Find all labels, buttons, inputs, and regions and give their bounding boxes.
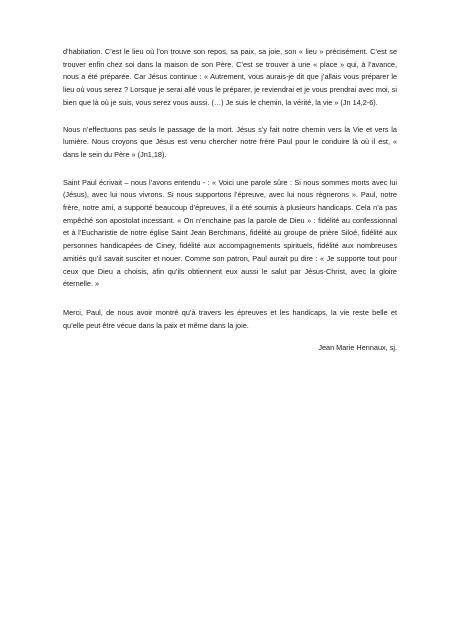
paragraph-4: Merci, Paul, de nous avoir montré qu’à travers les épreuves et les handicaps, la vie reste belle et qu’elle peut être vécue dans la paix et même dans la joie. <box>63 307 397 330</box>
paragraph-2: Nous n’effectuons pas seuls le passage de la mort. Jésus s’y fait notre chemin vers la Vie et vers la lumière. Nous croyons que Jésus est venu chercher notre frère Paul pour le conduire là où il est, « dans le sein du Père » (Jn1,18). <box>63 124 397 159</box>
paragraph-3: Saint Paul écrivait – nous l’avons entendu - : « Voici une parole sûre : Si nous sommes morts avec lui (Jésus), avec lui nous vivrons. Si nous supportons l’épreuve, avec lui nous règnerons ». Paul, notre frère, notre ami, a supporté beaucoup d’épreuves, il a été soumis à plusieurs handicaps. Cela n’a pas empêché son apostolat incessant. « On n’enchaine pas la parole de Dieu » : fidélité au confessionnal et à l’Eucharistie de notre église Saint Jean Berchmans, fidélité au groupe de prière Siloé, fidélité aux personnes handicapées de Ciney, fidélité aux accompagnements spirituels, fidélité aux nombreuses amitiés qu’il savait susciter et nouer. Comme son patron, Paul aurait pu dire : « Je supporte tout pour ceux que Dieu a choisis, afin qu’ils obtiennent eux aussi le salut par Jésus-Christ, avec la gloire éternelle. » <box>63 177 397 289</box>
author-signature: Jean Marie Hennaux, sj. <box>318 343 397 353</box>
document-body <box>63 46 397 355</box>
paragraph-1: d’habitation. C’est le lieu où l’on trouve son repos, sa paix, sa joie, son « lieu » précisément. C’est se trouver enfin chez soi dans la maison de son Père. C’est se trouver à une « place » qui, à l’avance, nous a été préparée. Car Jésus continue : « Autrement, vous aurais-je dit que j’allais vous préparer le lieu où vous serez ? Lorsque je serai allé vous le préparer, je reviendrai et je vous prendrai avec moi, si bien que là où je suis, vous serez vous aussi. (…) Je suis le chemin, la vérité, la vie » (Jn 14,2-6). <box>63 47 397 107</box>
